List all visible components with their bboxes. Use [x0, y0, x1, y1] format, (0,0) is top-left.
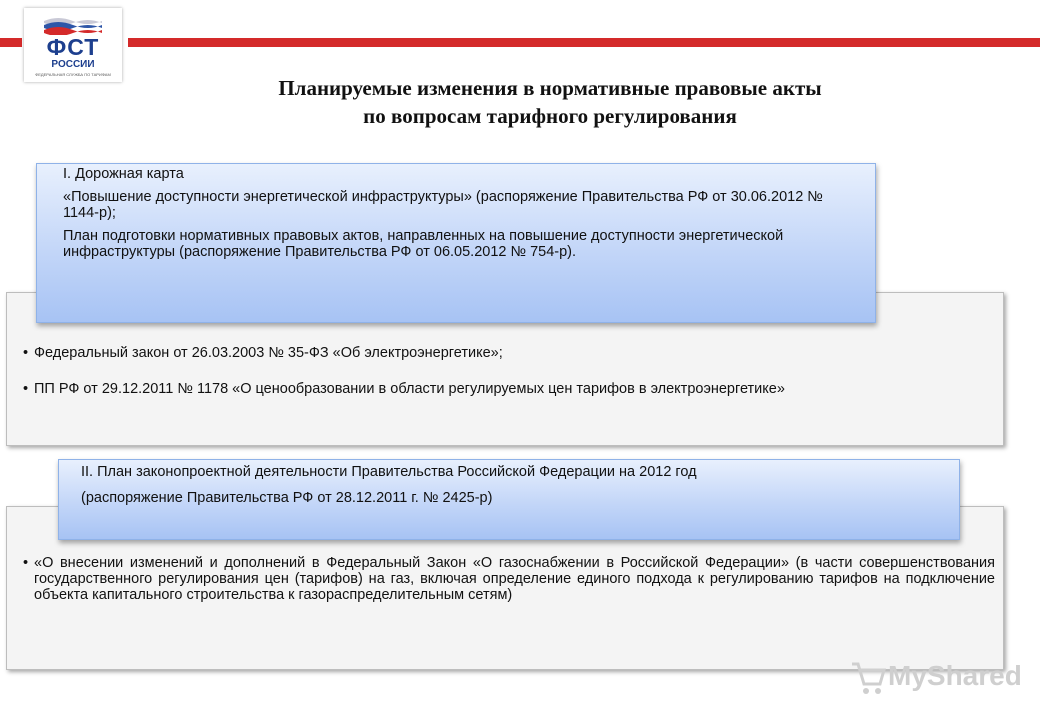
list-item [23, 381, 995, 397]
bullet: • [23, 345, 29, 361]
list-item-text: Федеральный закон от 26.03.2003 № 35-ФЗ «Об электроэнергетике»; [34, 345, 503, 361]
roadmap-box [36, 163, 876, 323]
flag-icon [42, 15, 104, 35]
bullet: • [23, 381, 29, 397]
logo-abbreviation: ФСТ [46, 34, 100, 60]
list-item [23, 345, 995, 361]
header-red-rule [128, 38, 1040, 47]
logo-subtitle: ФЕДЕРАЛЬНАЯ СЛУЖБА ПО ТАРИФАМ [35, 72, 111, 77]
list-item-text: ПП РФ от 29.12.2011 № 1178 «О ценообразовании в области регулируемых цен тарифов в электроэнергетике» [34, 381, 785, 397]
page-title-line2: по вопросам тарифного регулирования [363, 104, 737, 128]
page-title-line1: Планируемые изменения в нормативные правовые акты [278, 76, 822, 100]
list-item [23, 555, 995, 603]
roadmap-paragraph-1: «Повышение доступности энергетической инфраструктуры» (распоряжение Правительства РФ от 30.06.2012 № 1144-р); [63, 189, 823, 221]
page-title [150, 74, 950, 130]
legislative-plan-line2: (распоряжение Правительства РФ от 28.12.2011 г. № 2425-р) [81, 490, 493, 506]
cart-icon [850, 658, 886, 698]
laws-list-2 [23, 555, 995, 623]
roadmap-paragraph-2: План подготовки нормативных правовых актов, направленных на повышение доступности энергетической инфраструктуры (распоряжение Правительства РФ от 06.05.2012 № 754-р). [63, 228, 784, 260]
header-red-rule-left [0, 38, 22, 47]
list-item-text: «О внесении изменений и дополнений в Федеральный Закон «О газоснабжении в Российской Федерации» (в части совершенствования государственного регулирования цен (тарифов) на газ, включая определение единого подхода к регулированию тарифов на подключение объекта капитального строительства к газораспределительным сетям) [34, 555, 995, 603]
myshared-watermark [848, 656, 1038, 702]
logo-country: РОССИИ [51, 59, 95, 70]
bullet: • [23, 555, 29, 571]
roadmap-heading: I. Дорожная карта [63, 166, 184, 182]
watermark-text: MyShared [888, 660, 1022, 691]
laws-list-1 [23, 345, 995, 417]
fst-logo [24, 8, 122, 82]
legislative-plan-line1: II. План законопроектной деятельности Правительства Российской Федерации на 2012 год [81, 464, 697, 480]
legislative-plan-box [58, 459, 960, 540]
